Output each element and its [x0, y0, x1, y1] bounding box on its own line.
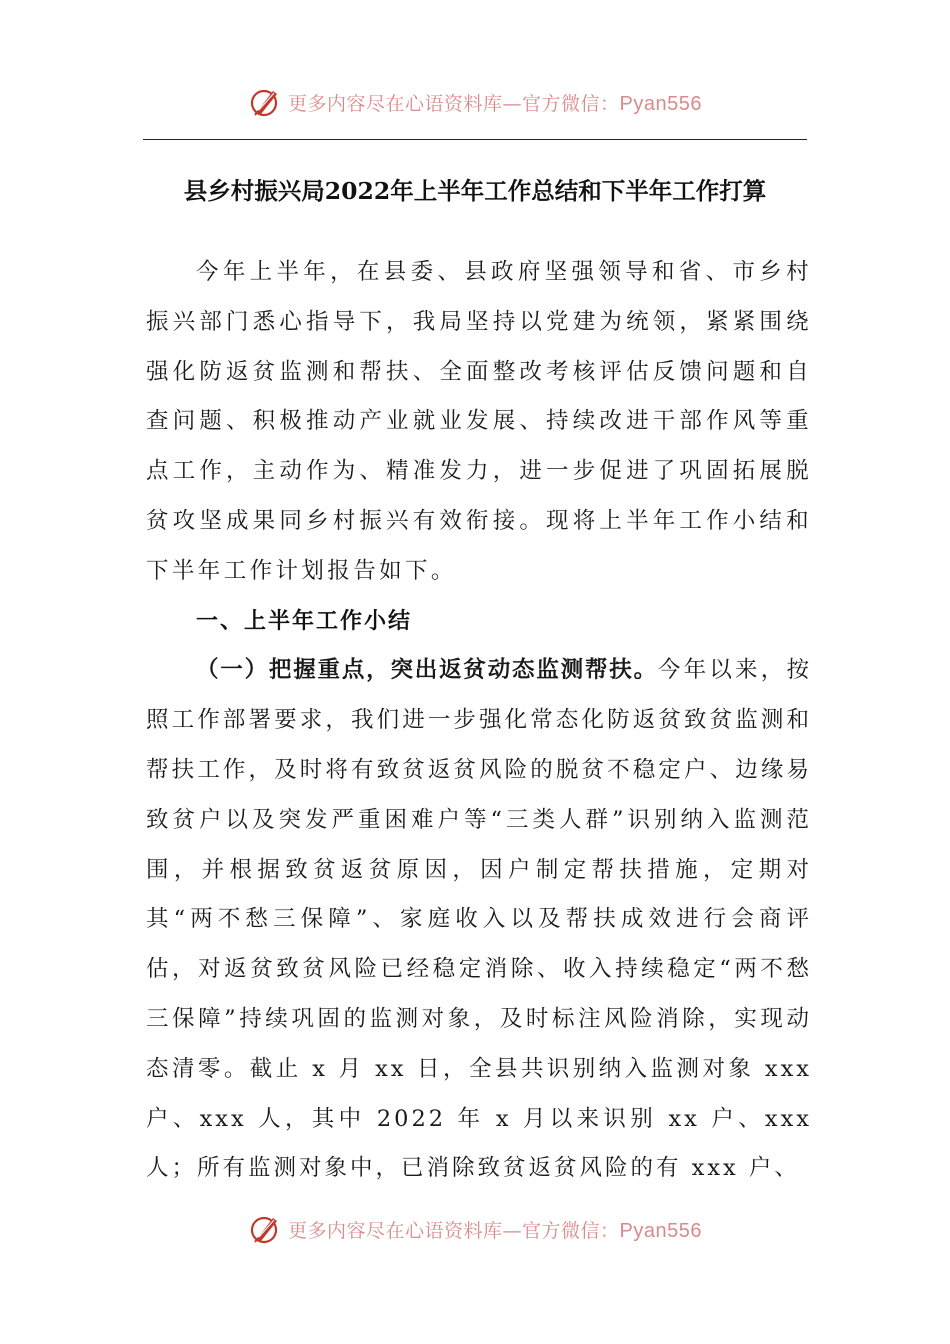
- intro-paragraph: 今年上半年，在县委、县政府坚强领导和省、市乡村振兴部门悉心指导下，我局坚持以党建为统领，紧紧围绕强化防返贫监测和帮扶、全面整改考核评估反馈问题和自查问题、积极推动产业就业发展、持续改进干部作风等重点工作，主动作为、精准发力，进一步促进了巩固拓展脱贫攻坚成果同乡村振兴有效衔接。现将上半年工作小结和下半年工作计划报告如下。: [146, 259, 812, 584]
- banner-text: 更多内容尽在心语资料库—官方微信：Pyan556: [288, 92, 702, 115]
- document-body: [146, 248, 812, 1194]
- header-banner: [0, 80, 950, 124]
- item-body: 今年以来，按照工作部署要求，我们进一步强化常态化防返贫致贫监测和帮扶工作，及时将有致贫返贫风险的脱贫不稳定户、边缘易致贫户以及突发严重困难户等“三类人群”识别纳入监测范围，并根据致贫返贫原因，因户制定帮扶措施，定期对其“两不愁三保障”、家庭收入以及帮扶成效进行会商评估，对返贫致贫风险已经稳定消除、收入持续稳定“两不愁三保障”持续巩固的监测对象，及时标注风险消除，实现动态清零。截止 x 月 xx 日，全县共识别纳入监测对象 xxx 户、xxx 人，其中 2022 年 x 月以来识别 xx 户、xxx 人；所有监测对象中，已消除致贫返贫风险的有 xxx 户、: [146, 657, 812, 1182]
- banner-text: 更多内容尽在心语资料库—官方微信：Pyan556: [288, 1219, 702, 1242]
- item-paragraph: [146, 646, 812, 1194]
- quill-pen-logo-icon: [248, 1212, 282, 1246]
- wechat-id: Pyan556: [619, 92, 702, 115]
- header-divider: [143, 139, 807, 140]
- item-lead: （一）把握重点，突出返贫动态监测帮扶。: [196, 657, 658, 684]
- quill-pen-logo-icon: [248, 85, 282, 119]
- wechat-id: Pyan556: [619, 1219, 702, 1242]
- document-title: 县乡村振兴局2022年上半年工作总结和下半年工作打算: [183, 177, 767, 205]
- section-heading: 一、上半年工作小结: [196, 608, 413, 634]
- footer-banner: [0, 1207, 950, 1251]
